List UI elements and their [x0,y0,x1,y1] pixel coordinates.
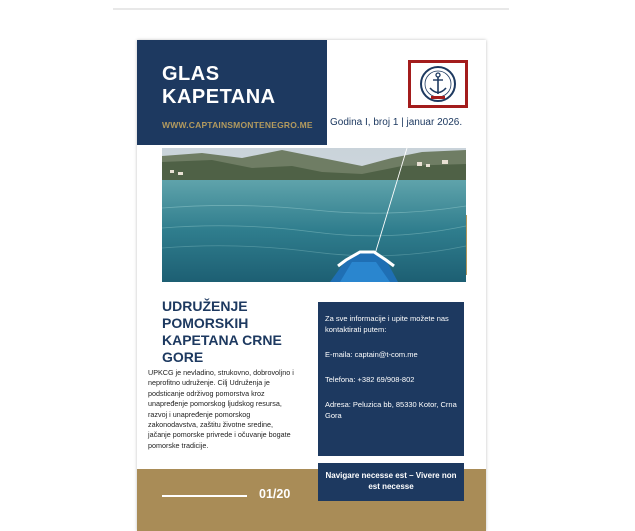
motto-text: Navigare necesse est – Vivere non est necesse [325,471,457,491]
organization-name: UDRUŽENJE POMORSKIH KAPETANA CRNE GORE [162,298,282,365]
footer-band [137,469,486,531]
website-link[interactable]: WWW.CAPTAINSMONTENEGRO.ME [162,120,313,130]
title-line-1: GLAS [162,63,220,85]
title-line-2: KAPETANA [162,86,276,108]
anchor-emblem-icon [418,64,458,104]
contact-intro: Za sve informacije i upite možete nas kontaktirati putem: [325,314,449,334]
page-number: 01/20 [259,487,291,501]
issue-info: Godina I, broj 1 | januar 2026. [330,117,463,128]
contact-email[interactable]: E-maila: captain@t-com.me [325,350,418,359]
footer-divider [162,495,247,497]
contact-phone[interactable]: Telefona: +382 69/908-802 [325,375,415,384]
association-logo [408,60,468,108]
motto-box [318,463,464,501]
organization-description: UPKCG je nevladino, strukovno, dobrovoljno i neprofitno udruženje. Cilj Udruženja je podsticanje održivog pomorstva kroz unapređenje pomorskog ljudskog resursa, razvoj i unapređenje pomorskog zakonodavstva, zaštitu životne sredine, jačanje pomorske privrede i očuvanje bogate pomorske tradicije. [148,368,294,450]
header-panel [137,40,327,145]
viewer-top-bar [113,0,509,10]
newsletter-title [162,63,322,109]
bay-of-kotor-photo [162,148,466,282]
newsletter-page [137,40,486,531]
contact-address: Adresa: Peluzica bb, 85330 Kotor, Crna Gora [325,400,457,420]
contact-box [318,302,464,456]
